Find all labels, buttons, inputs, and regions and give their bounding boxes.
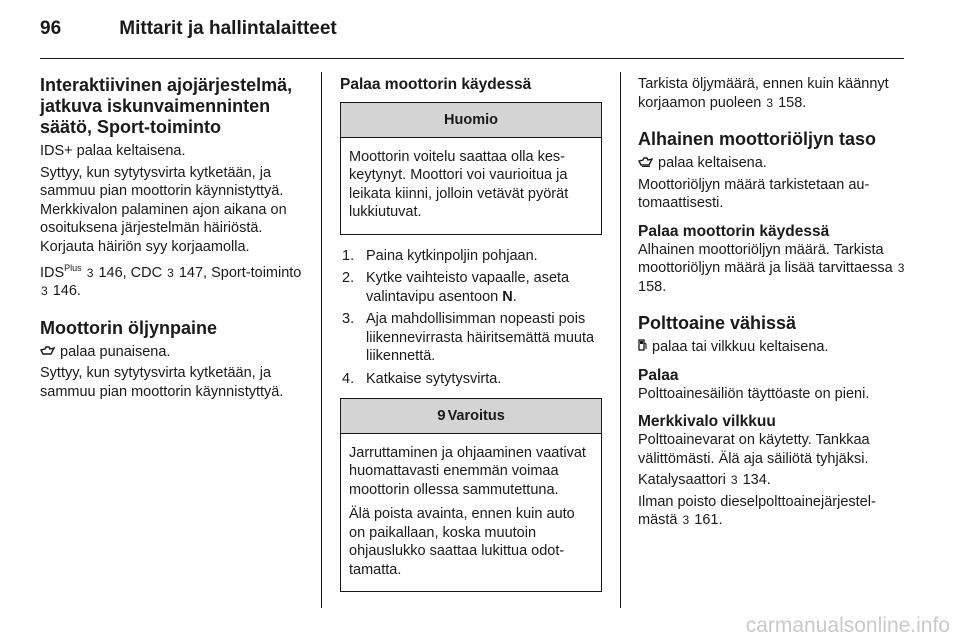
oil-level-lamp-text: palaa keltaisena. [658,155,767,171]
column-left [40,75,308,404]
warning-title: 9 Varoitus [341,399,601,434]
oil-level-description: Moottoriöljyn määrä tarkistetaan automaattisesti. [638,176,870,211]
column-divider [321,72,322,608]
column-divider [620,72,621,608]
reference-arrow-icon: 3 [682,513,690,527]
reference-arrow-icon: 3 [897,261,905,275]
oil-level-running-text: Alhainen moottoriöljyn määrä. Tarkista moottoriöljyn määrä ja lisää tarvittaessa 3 158. [638,241,905,295]
oil-pressure-icon [40,343,56,362]
warning-icon: 9 [437,407,446,424]
watermark: carmanualsonline.info [745,614,950,637]
reference-link[interactable]: 134. [742,472,771,488]
section-heading-fuel: Polttoaine vähissä [638,313,797,333]
reference-arrow-icon: 3 [167,265,174,280]
reference-link[interactable]: 158. [638,278,667,295]
ids-references: $IDS^{Plus}$ 3 146, CDC 3 147, Sport-toiminto 3 146. [40,263,302,300]
warning-text: Älä poista avainta, ennen kuin auto on paikallaan, koska muutoin ohjauslukko saattaa lukittua odottamatta. [349,506,575,578]
oil-check-text: Tarkista öljymäärä, ennen kuin käännyt korjaamon puoleen 3 158. [638,76,889,111]
fuel-pump-icon [638,338,648,357]
notice-text: Moottorin voitelu saattaa olla keskeytynyt. Moottori voi vaurioitua ja leikata kiinni, jolloin vetävät pyörät lukkiutuvat. [349,148,569,220]
subheading-lit: Palaa [638,366,679,384]
page-number: 96 [40,18,62,39]
list-item: 1. Paina kytkinpoljin pohjaan. [342,247,538,264]
section-heading-ids: Interaktiivinen ajojärjestelmä, jatkuva iskunvaimenninten säätö, Sport-toiminto [40,75,293,137]
reference-link[interactable]: 147, Sport-toiminto [178,264,302,281]
fuel-lit-text: Polttoainesäiliön täyttöaste on pieni. [638,385,870,402]
warning-text: Jarruttaminen ja ohjaaminen vaativat huomattavasti enemmän voimaa moottorin ollessa sammutettuna. [349,444,586,498]
reference-link[interactable]: 161. [694,512,723,528]
oil-pressure-description: Syttyy, kun sytytysvirta kytketään, ja sammuu pian moottorin käynnistyttyä. [40,365,284,400]
ids-lamp-text: IDS+ palaa keltaisena. [40,143,186,159]
reference-link[interactable]: 146, CDC [98,264,163,281]
catalyst-reference: Katalysaattori 3 134. [638,472,771,488]
section-heading-oil-level: Alhainen moottoriöljyn taso [638,129,877,149]
fuel-flashing-text: Polttoainevarat on käytetty. Tankkaa välittömästi. Älä aja säiliötä tyhjäksi. [638,432,870,467]
reference-arrow-icon: 3 [86,265,94,280]
header-rule [40,58,904,59]
ids-description: Syttyy, kun sytytysvirta kytketään, ja sammuu pian moottorin käynnistyttyä. Merkkivalon palaminen ajon aikana on osoituksena järjestelmän häiriöstä. Korjauta häiriön syy korjaamolla. [40,164,287,255]
chapter-title: Mittarit ja hallintalaitteet [119,18,337,39]
notice-title: Huomio [341,103,601,138]
warning-box [340,398,602,592]
column-right [638,75,906,533]
list-item: 2. Kytke vaihteisto vapaalle, aseta valintavipu asentoon N. [342,270,570,305]
subheading-flashing: Merkkivalo vilkkuu [638,413,776,430]
reference-arrow-icon: 3 [730,473,738,487]
page-header [40,18,337,40]
reference-arrow-icon: 3 [766,95,774,110]
subheading-running: Palaa moottorin käydessä [638,222,830,240]
reference-link[interactable]: 146. [52,283,81,300]
column-middle [340,75,602,604]
section-heading-oil-pressure: Moottorin öljynpaine [40,317,217,338]
list-item: 3. Aja mahdollisimman nopeasti pois liikennevirrasta häiritsemättä muuta liikennettä. [342,311,595,364]
reference-arrow-icon: 3 [41,284,48,299]
fuel-lamp-text: palaa tai vilkkuu keltaisena. [652,339,829,355]
oil-level-icon [638,154,654,173]
section-heading-running: Palaa moottorin käydessä [340,76,532,93]
list-item: 4. Katkaise sytytysvirta. [342,370,502,387]
reference-link[interactable]: 158. [778,94,807,111]
oil-pressure-lamp-text: palaa punaisena. [60,343,171,360]
notice-box [340,102,602,235]
steps-list [340,247,602,389]
diesel-bleeding-reference: Ilman poisto dieselpolttoainejärjestelmästä 3 161. [638,493,876,528]
